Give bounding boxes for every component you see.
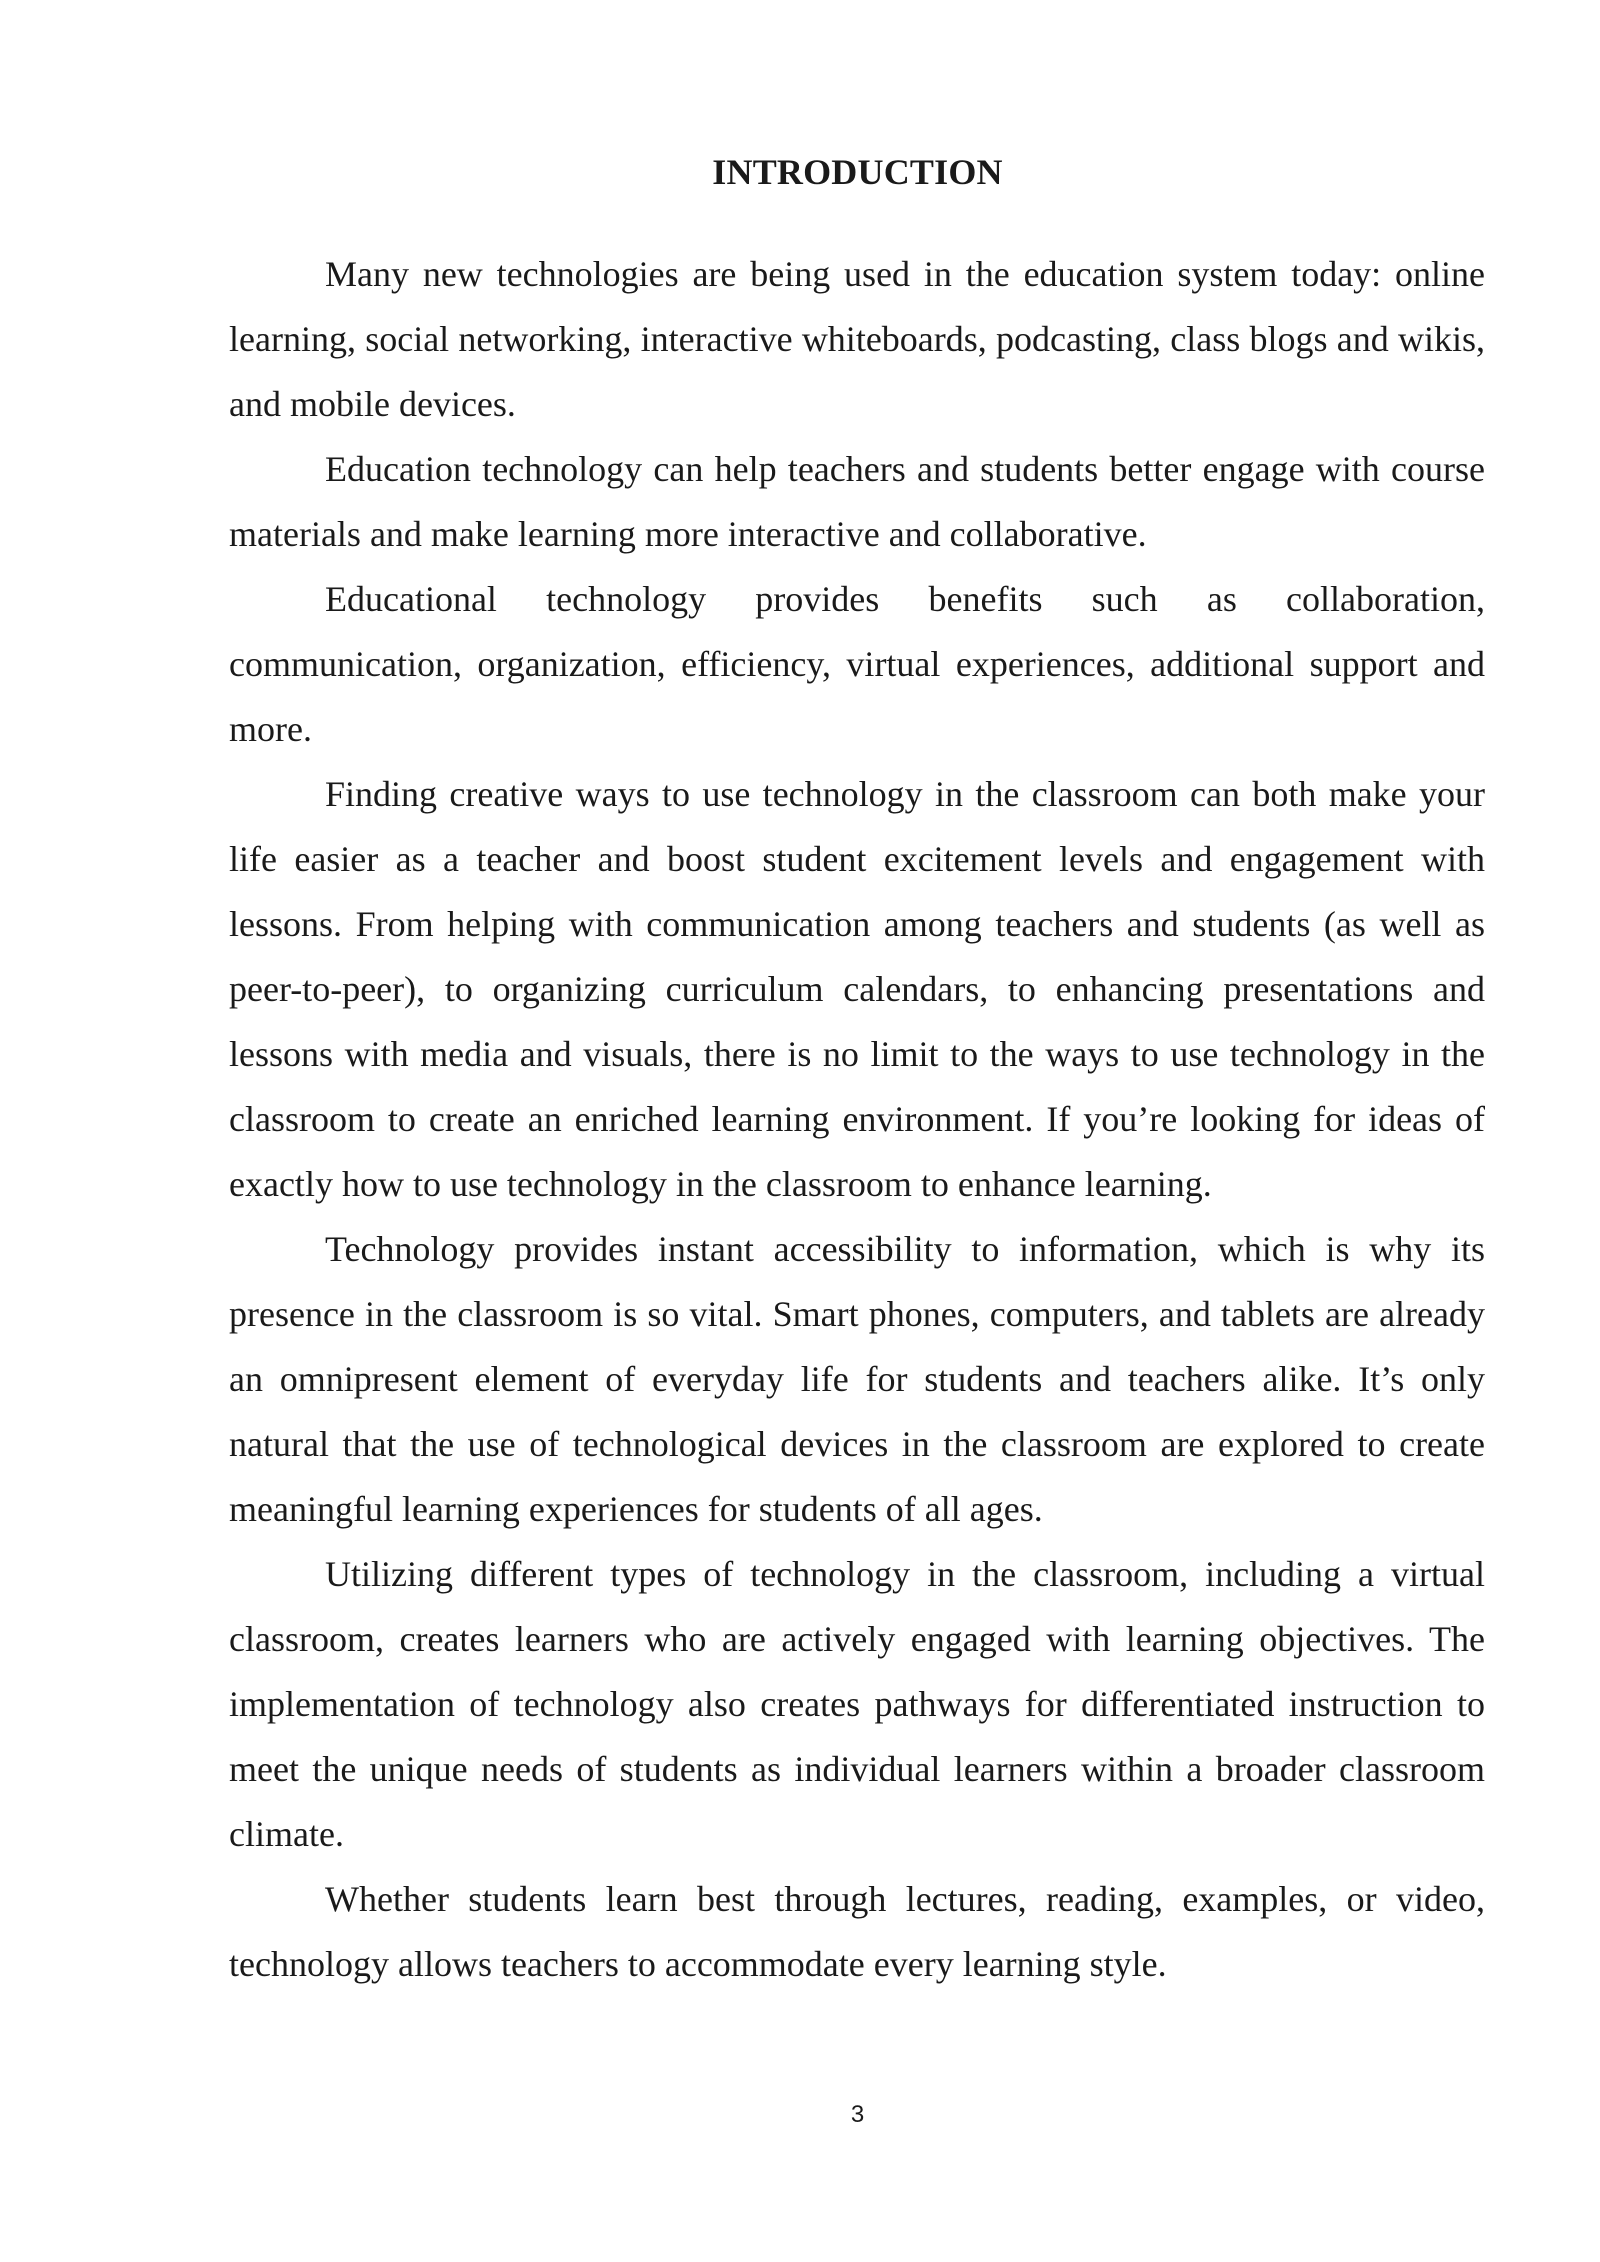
paragraph: Finding creative ways to use technology in the classroom can both make your life easier as a teacher and boost student excitement levels and engagement with lessons. From helping with communication among teachers and students (as well as peer-to-peer), to organizing curriculum calendars, to enhancing presentations and lessons with media and visuals, there is no limit to the ways to use technology in the classroom to create an enriched learning environment. If you’re looking for ideas of exactly how to use technology in the classroom to enhance learning. <box>229 774 1485 1204</box>
page-number: 3 <box>850 2101 865 2128</box>
paragraph: Whether students learn best through lectures, reading, examples, or video, technology allows teachers to accommodate every learning style. <box>229 1879 1485 1984</box>
paragraph: Many new technologies are being used in the education system today: online learning, social networking, interactive whiteboards, podcasting, class blogs and wikis, and mobile devices. <box>229 254 1485 424</box>
paragraph: Technology provides instant accessibility to information, which is why its presence in the classroom is so vital. Smart phones, computers, and tablets are already an omnipresent element of everyday life for students and teachers alike. It’s only natural that the use of technological devices in the classroom are explored to create meaningful learning experiences for students of all ages. <box>229 1229 1485 1529</box>
paragraph: Educational technology provides benefits such as collaboration, communication, organization, efficiency, virtual experiences, additional support and more. <box>229 579 1485 749</box>
body-text <box>229 242 1485 1997</box>
paragraph: Utilizing different types of technology in the classroom, including a virtual classroom, creates learners who are actively engaged with learning objectives. The implementation of technology also creates pathways for differentiated instruction to meet the unique needs of students as individual learners within a broader classroom climate. <box>229 1554 1485 1854</box>
section-heading: INTRODUCTION <box>712 152 1003 192</box>
paragraph: Education technology can help teachers and students better engage with course materials and make learning more interactive and collaborative. <box>229 449 1485 554</box>
